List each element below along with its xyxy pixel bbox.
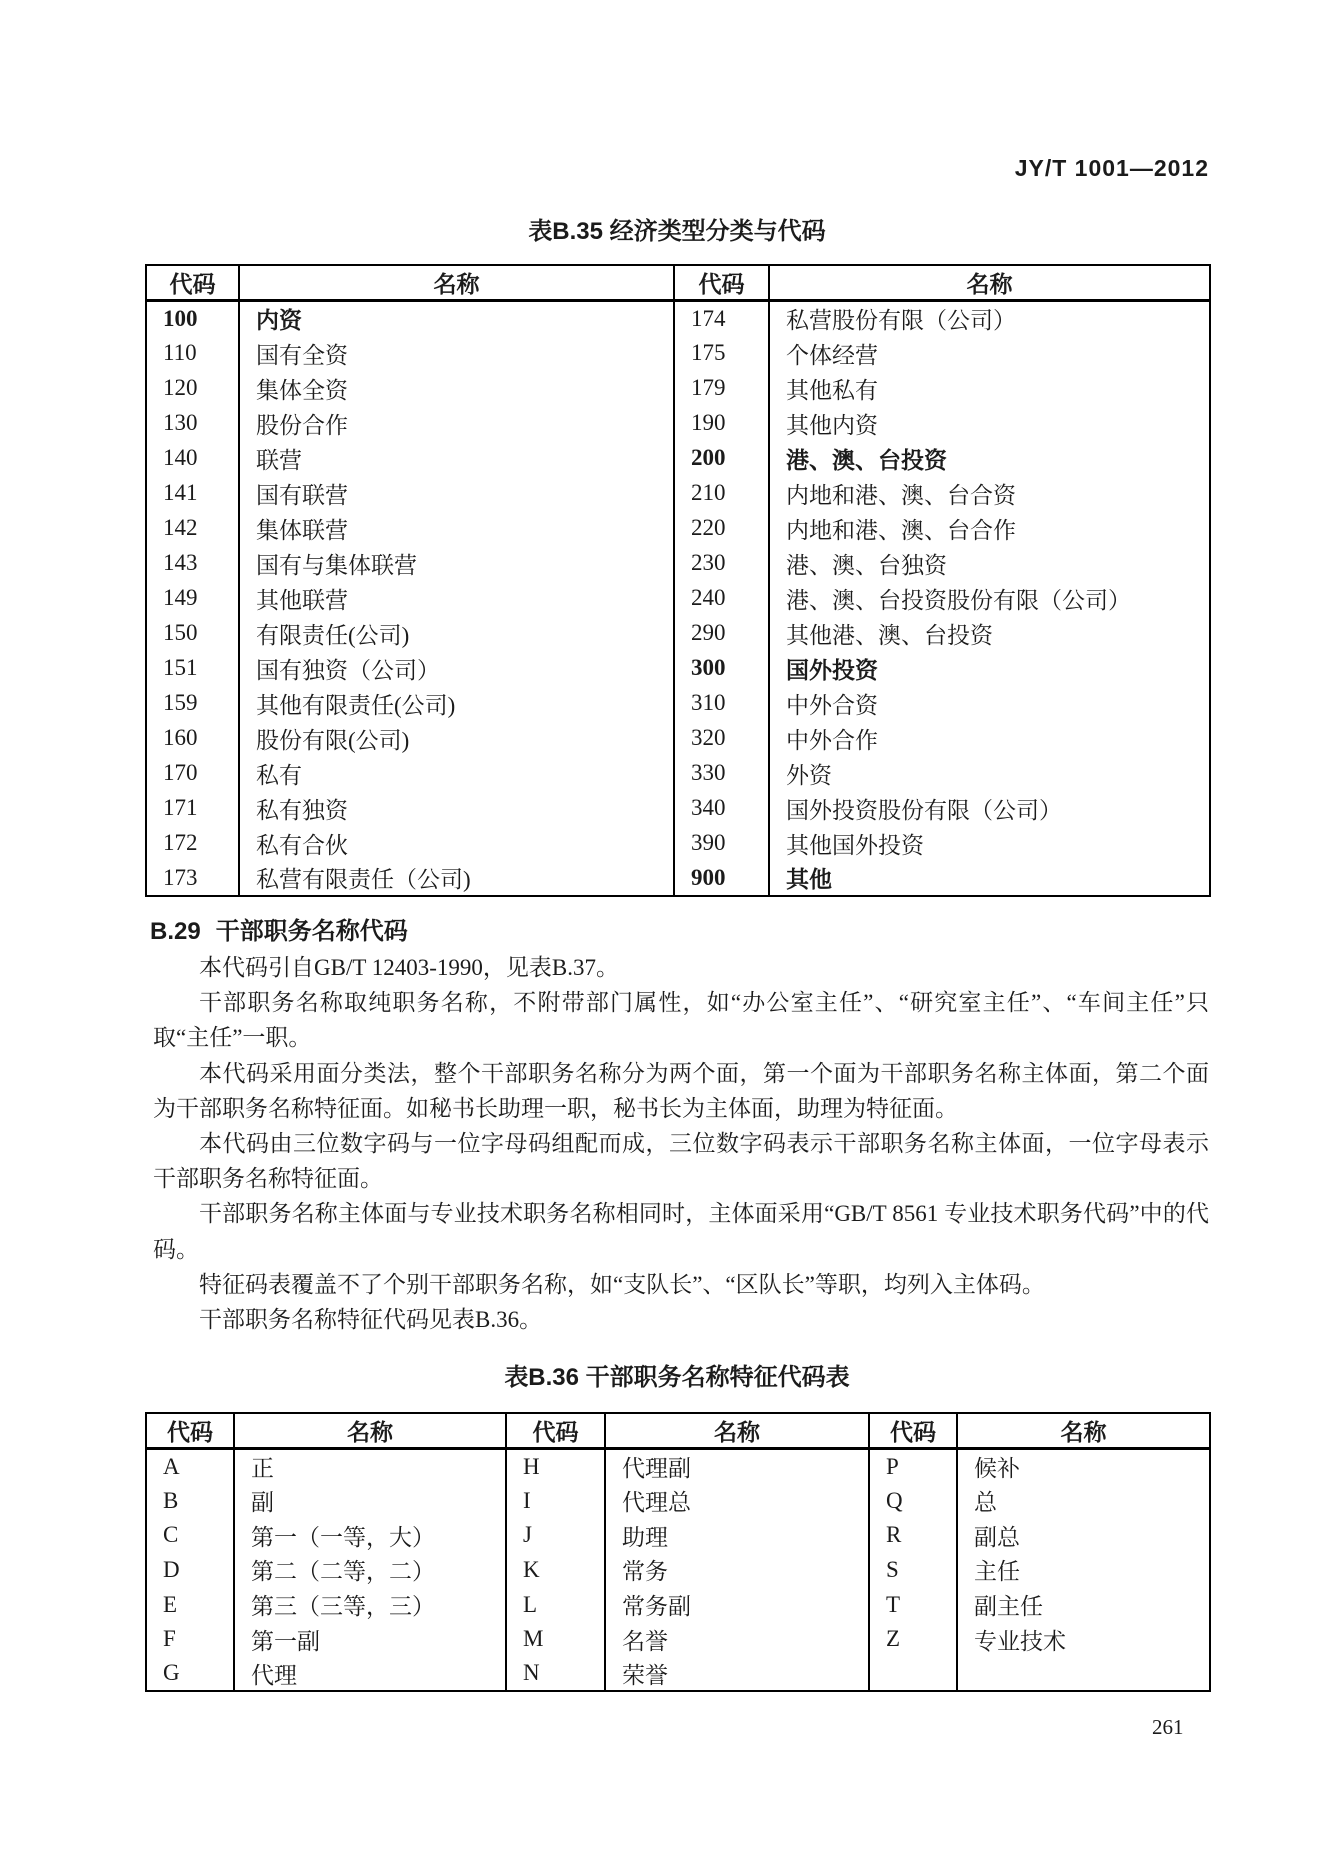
- code-cell: 179: [674, 371, 769, 406]
- name-cell: 国有联营: [239, 476, 674, 511]
- name-cell: 国有与集体联营: [239, 546, 674, 581]
- column-header: 名称: [605, 1413, 869, 1449]
- name-cell: 有限责任(公司): [239, 616, 674, 651]
- table-row: [146, 336, 1210, 371]
- code-cell: 141: [163, 480, 198, 505]
- name-cell: 个体经营: [769, 336, 1210, 371]
- name-cell: 私有: [239, 756, 674, 791]
- name-cell: 名誉: [605, 1622, 869, 1657]
- name-cell: 代理: [234, 1657, 506, 1692]
- code-cell: [869, 1657, 957, 1692]
- table-row: [146, 756, 1210, 791]
- name-cell: 其他国外投资: [769, 826, 1210, 861]
- table-row: [146, 616, 1210, 651]
- name-cell: 港、澳、台独资: [769, 546, 1210, 581]
- table-b36: [145, 1412, 1211, 1692]
- table-row: [146, 1483, 1210, 1518]
- table-row: [146, 1657, 1210, 1692]
- name-cell: 国外投资: [769, 651, 1210, 686]
- code-cell: 110: [163, 340, 197, 365]
- code-cell: Z: [869, 1622, 957, 1657]
- name-cell: 集体联营: [239, 511, 674, 546]
- name-cell: 助理: [605, 1518, 869, 1553]
- code-cell: 230: [674, 546, 769, 581]
- name-cell: 第一（一等，大）: [234, 1518, 506, 1553]
- section-b29-heading: [150, 911, 408, 946]
- name-cell: 副总: [957, 1518, 1210, 1553]
- section-b29-body: [153, 950, 1209, 1337]
- name-cell: 总: [957, 1483, 1210, 1518]
- code-cell: A: [163, 1453, 180, 1479]
- name-cell: 常务副: [605, 1587, 869, 1622]
- code-cell: 200: [674, 441, 769, 476]
- table-body: [146, 1449, 1210, 1692]
- section-number: B.29: [150, 918, 201, 945]
- column-header: 名称: [957, 1413, 1210, 1449]
- name-cell: 代理总: [605, 1483, 869, 1518]
- table-row: [146, 581, 1210, 616]
- code-cell: G: [163, 1660, 180, 1686]
- table-b35-title: 表B.35 经济类型分类与代码: [528, 218, 826, 245]
- code-cell: 175: [674, 336, 769, 371]
- name-cell: 副主任: [957, 1587, 1210, 1622]
- header-row: [146, 265, 1210, 301]
- table-row: [146, 371, 1210, 406]
- table-row: [146, 826, 1210, 861]
- code-cell: F: [163, 1626, 176, 1652]
- table-row: [146, 861, 1210, 896]
- code-cell: 142: [163, 515, 198, 540]
- column-header: 代码: [506, 1413, 605, 1449]
- code-cell: T: [869, 1587, 957, 1622]
- name-cell: 中外合资: [769, 686, 1210, 721]
- table-row: [146, 686, 1210, 721]
- code-cell: M: [506, 1622, 605, 1657]
- name-cell: 联营: [239, 441, 674, 476]
- section-title: 干部职务名称代码: [215, 918, 408, 945]
- table-row: [146, 1449, 1210, 1484]
- name-cell: 私营股份有限（公司）: [769, 301, 1210, 336]
- code-cell: 210: [674, 476, 769, 511]
- name-cell: 外资: [769, 756, 1210, 791]
- name-cell: 其他内资: [769, 406, 1210, 441]
- column-header: 代码: [146, 265, 239, 301]
- code-cell: 220: [674, 511, 769, 546]
- code-cell: K: [506, 1553, 605, 1588]
- name-cell: 候补: [957, 1449, 1210, 1484]
- name-cell: 集体全资: [239, 371, 674, 406]
- code-cell: N: [506, 1657, 605, 1692]
- code-cell: D: [163, 1556, 180, 1582]
- code-cell: 149: [163, 585, 198, 610]
- code-cell: 151: [163, 655, 198, 680]
- paragraph: 干部职务名称主体面与专业技术职务名称相同时，主体面采用“GB/T 8561 专业技术职务代码”中的代码。: [153, 1201, 1209, 1262]
- code-cell: 150: [163, 620, 198, 645]
- table-header: [146, 265, 1210, 301]
- column-header: 代码: [869, 1413, 957, 1449]
- paragraph: 干部职务名称取纯职务名称，不附带部门属性，如“办公室主任”、“研究室主任”、“车间主任”只取“主任”一职。: [153, 990, 1209, 1051]
- code-cell: 320: [674, 721, 769, 756]
- name-cell: 股份合作: [239, 406, 674, 441]
- column-header: 代码: [146, 1413, 234, 1449]
- header-row: [146, 1413, 1210, 1449]
- name-cell: 其他私有: [769, 371, 1210, 406]
- code-cell: 240: [674, 581, 769, 616]
- table-row: [146, 1553, 1210, 1588]
- name-cell: 其他有限责任(公司): [239, 686, 674, 721]
- page-number: 261: [1152, 1715, 1184, 1739]
- column-header: 名称: [769, 265, 1210, 301]
- code-cell: J: [506, 1518, 605, 1553]
- paragraph: 干部职务名称特征代码见表B.36。: [199, 1307, 543, 1333]
- table-b35: [145, 264, 1211, 897]
- table-body: [146, 301, 1210, 896]
- table-row: [146, 476, 1210, 511]
- code-cell: 170: [163, 760, 198, 785]
- name-cell: 其他: [769, 861, 1210, 896]
- code-cell: B: [163, 1487, 179, 1513]
- name-cell: 正: [234, 1449, 506, 1484]
- name-cell: 内资: [239, 301, 674, 336]
- code-cell: H: [506, 1449, 605, 1484]
- code-cell: 120: [163, 375, 198, 400]
- code-cell: E: [163, 1591, 178, 1617]
- name-cell: 内地和港、澳、台合资: [769, 476, 1210, 511]
- name-cell: 第一副: [234, 1622, 506, 1657]
- paragraph: 特征码表覆盖不了个别干部职务名称，如“支队长”、“区队长”等职，均列入主体码。: [199, 1271, 1045, 1297]
- code-cell: 300: [674, 651, 769, 686]
- name-cell: 股份有限(公司): [239, 721, 674, 756]
- doc-number: JY/T 1001—2012: [1014, 155, 1209, 181]
- code-cell: 174: [674, 301, 769, 336]
- name-cell: 港、澳、台投资: [769, 441, 1210, 476]
- column-header: 名称: [234, 1413, 506, 1449]
- code-cell: 900: [674, 861, 769, 896]
- table-row: [146, 721, 1210, 756]
- table-row: [146, 441, 1210, 476]
- table-row: [146, 511, 1210, 546]
- paragraph: 本代码采用面分类法，整个干部职务名称分为两个面，第一个面为干部职务名称主体面，第二个面为干部职务名称特征面。如秘书长助理一职，秘书长为主体面，助理为特征面。: [153, 1060, 1209, 1121]
- name-cell: 国有独资（公司）: [239, 651, 674, 686]
- table-row: [146, 1587, 1210, 1622]
- code-cell: 130: [163, 410, 198, 435]
- name-cell: 国外投资股份有限（公司）: [769, 791, 1210, 826]
- name-cell: 其他港、澳、台投资: [769, 616, 1210, 651]
- name-cell: 其他联营: [239, 581, 674, 616]
- name-cell: 私有合伙: [239, 826, 674, 861]
- code-cell: 159: [163, 690, 198, 715]
- paragraph: 本代码引自GB/T 12403-1990，见表B.37。: [199, 955, 619, 980]
- code-cell: I: [506, 1483, 605, 1518]
- paragraph: 本代码由三位数字码与一位字母码组配而成，三位数字码表示干部职务名称主体面，一位字母表示干部职务名称特征面。: [153, 1131, 1209, 1192]
- code-cell: 143: [163, 550, 198, 575]
- table-b36-title: 表B.36 干部职务名称特征代码表: [504, 1364, 850, 1391]
- code-cell: L: [506, 1587, 605, 1622]
- code-cell: 140: [163, 445, 198, 470]
- code-cell: 173: [163, 864, 198, 890]
- table-row: [146, 1518, 1210, 1553]
- code-cell: 100: [163, 305, 198, 331]
- name-cell: 专业技术: [957, 1622, 1210, 1657]
- code-cell: 340: [674, 791, 769, 826]
- code-cell: S: [869, 1553, 957, 1588]
- name-cell: [957, 1657, 1210, 1692]
- name-cell: 代理副: [605, 1449, 869, 1484]
- table-row: [146, 546, 1210, 581]
- name-cell: 内地和港、澳、台合作: [769, 511, 1210, 546]
- code-cell: 171: [163, 795, 198, 820]
- code-cell: 390: [674, 826, 769, 861]
- code-cell: 330: [674, 756, 769, 791]
- name-cell: 副: [234, 1483, 506, 1518]
- name-cell: 主任: [957, 1553, 1210, 1588]
- code-cell: C: [163, 1522, 179, 1548]
- code-cell: 190: [674, 406, 769, 441]
- code-cell: P: [869, 1449, 957, 1484]
- table-row: [146, 406, 1210, 441]
- code-cell: R: [869, 1518, 957, 1553]
- code-cell: 172: [163, 830, 198, 855]
- code-cell: Q: [869, 1483, 957, 1518]
- column-header: 代码: [674, 265, 769, 301]
- table-row: [146, 301, 1210, 336]
- name-cell: 私营有限责任（公司): [239, 861, 674, 896]
- name-cell: 常务: [605, 1553, 869, 1588]
- table-row: [146, 791, 1210, 826]
- code-cell: 290: [674, 616, 769, 651]
- column-header: 名称: [239, 265, 674, 301]
- table-row: [146, 1622, 1210, 1657]
- name-cell: 中外合作: [769, 721, 1210, 756]
- name-cell: 荣誉: [605, 1657, 869, 1692]
- name-cell: 第三（三等，三）: [234, 1587, 506, 1622]
- name-cell: 私有独资: [239, 791, 674, 826]
- code-cell: 310: [674, 686, 769, 721]
- name-cell: 国有全资: [239, 336, 674, 371]
- name-cell: 第二（二等，二）: [234, 1553, 506, 1588]
- code-cell: 160: [163, 725, 198, 750]
- name-cell: 港、澳、台投资股份有限（公司）: [769, 581, 1210, 616]
- table-header: [146, 1413, 1210, 1449]
- table-row: [146, 651, 1210, 686]
